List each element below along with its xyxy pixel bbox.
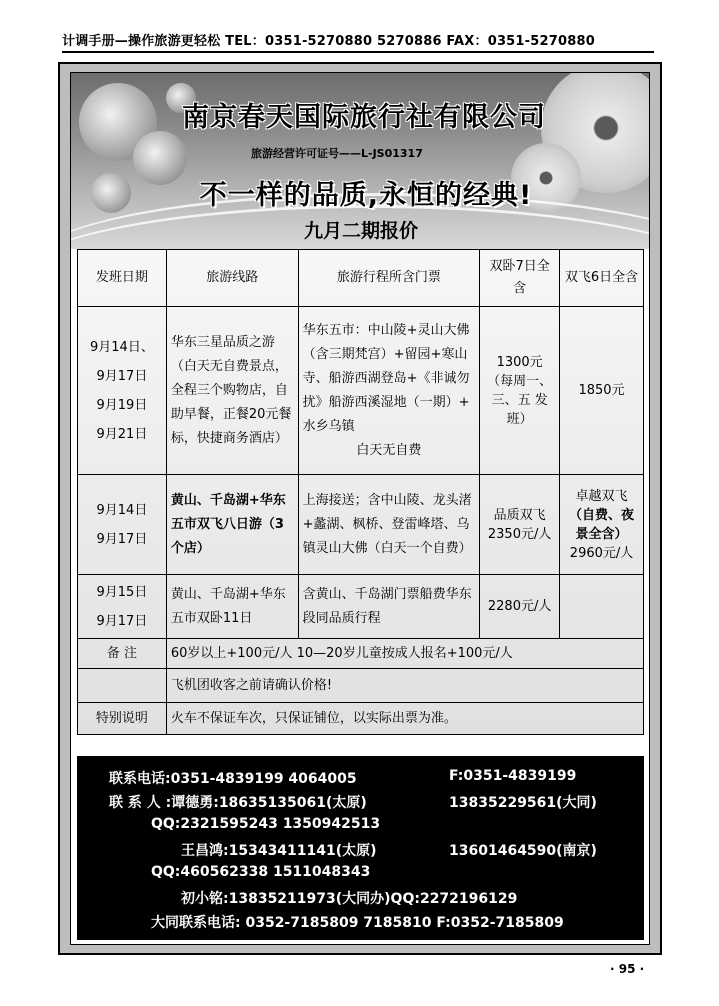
remarks-label: 备 注 — [78, 639, 167, 669]
special-label: 特别说明 — [78, 703, 167, 735]
contact-person: 联 系 人 :谭德勇:18635135061(太原) — [109, 795, 367, 811]
date: 9月14日、 — [90, 339, 154, 355]
header-fly-price: 双飞6日全含 — [560, 250, 644, 307]
dates-cell — [78, 475, 167, 575]
banner — [71, 73, 650, 249]
slogan: 不一样的品质,永恒的经典! — [199, 180, 533, 211]
tickets-cell — [298, 307, 480, 475]
remarks-row — [78, 639, 644, 669]
remarks-text: 飞机团收客之前请确认价格! — [166, 669, 643, 703]
special-text: 火车不保证车次，只保证铺位，以实际出票为准。 — [166, 703, 643, 735]
dates-cell — [78, 307, 167, 475]
date: 9月17日 — [96, 613, 148, 629]
header-tickets: 旅游行程所含门票 — [298, 250, 480, 307]
ad-frame — [58, 62, 662, 955]
date: 9月17日 — [96, 368, 148, 384]
header-train-price: 双卧7日全含 — [480, 250, 560, 307]
date: 9月14日 — [96, 502, 148, 518]
bubble-decoration — [91, 173, 131, 213]
company-name: 南京春天国际旅行社有限公司 — [182, 102, 546, 133]
contact-person-alt: 13601464590(南京) — [449, 843, 597, 859]
header-route: 旅游线路 — [166, 250, 298, 307]
special-row — [78, 703, 644, 735]
tickets-note: 白天无自费 — [356, 442, 422, 458]
fly-price-title: 卓越双飞 — [575, 488, 628, 504]
contact-person: 王昌鸿:15343411141(太原) — [181, 843, 377, 859]
remarks-text: 60岁以上+100元/人 10—20岁儿童按成人报名+100元/人 — [166, 639, 643, 669]
route-cell: 黄山、千岛湖+华东五市双飞八日游（3个店） — [166, 475, 298, 575]
date: 9月21日 — [96, 426, 148, 442]
date: 9月15日 — [96, 584, 148, 600]
route-cell: 华东三星品质之游（白天无自费景点，全程三个购物店，自助早餐，正餐20元餐标，快捷商务酒店） — [166, 307, 298, 475]
tickets-cell: 含黄山、千岛湖门票船费华东段同品质行程 — [298, 575, 480, 639]
contact-fax: F:0351-4839199 — [449, 768, 577, 784]
route-cell: 黄山、千岛湖+华东五市双卧11日 — [166, 575, 298, 639]
contact-qq: QQ:2321595243 1350942513 — [151, 816, 381, 832]
contact-person: 初小铭:13835211973(大同办)QQ:2272196129 — [181, 891, 518, 907]
table-header-row — [78, 250, 644, 307]
train-price-cell: 品质双飞2350元/人 — [480, 475, 560, 575]
tickets-cell: 上海接送；含中山陵、龙头渚+蠡湖、枫桥、登雷峰塔、乌镇灵山大佛（白天一个自费） — [298, 475, 480, 575]
tickets-text: 华东五市：中山陵+灵山大佛（含三期梵宫）+留园+寒山寺、船游西湖登岛+《非诚勿扰》船游西溪湿地（一期）+ 水乡乌镇 — [302, 322, 470, 434]
train-price-cell: 2280元/人 — [480, 575, 560, 639]
fly-price-cell — [560, 575, 644, 639]
dates-cell — [78, 575, 167, 639]
contact-block — [77, 756, 644, 940]
contact-person-alt: 13835229561(大同) — [449, 795, 597, 811]
contact-qq: QQ:460562338 1511048343 — [151, 864, 371, 880]
price-period-title: 九月二期报价 — [303, 220, 418, 242]
fly-price-note: （自费、夜景全含） — [569, 507, 635, 542]
fly-price-cell: 1850元 — [560, 307, 644, 475]
datong-contact: 大同联系电话: 0352-7185809 7185810 F:0352-7185809 — [151, 915, 564, 931]
header-line: 计调手册—操作旅游更轻松 TEL：0351-5270880 5270886 FAX：0351-5270880 — [62, 30, 654, 53]
table-row — [78, 475, 644, 575]
price-table — [77, 249, 644, 735]
date: 9月19日 — [96, 397, 148, 413]
page-number: · 95 · — [610, 962, 645, 976]
table-row — [78, 307, 644, 475]
header-dates: 发班日期 — [78, 250, 167, 307]
license-number: 旅游经营许可证号——L-JS01317 — [251, 147, 423, 160]
fly-price-cell — [560, 475, 644, 575]
table-row — [78, 575, 644, 639]
fly-price-value: 2960元/人 — [569, 545, 634, 561]
contact-phone: 联系电话:0351-4839199 4064005 — [109, 771, 357, 787]
remarks-empty — [78, 669, 167, 703]
remarks-row — [78, 669, 644, 703]
train-price-cell: 1300元（每周一、三、五 发班） — [480, 307, 560, 475]
ad-inner — [70, 72, 650, 945]
date: 9月17日 — [96, 531, 148, 547]
